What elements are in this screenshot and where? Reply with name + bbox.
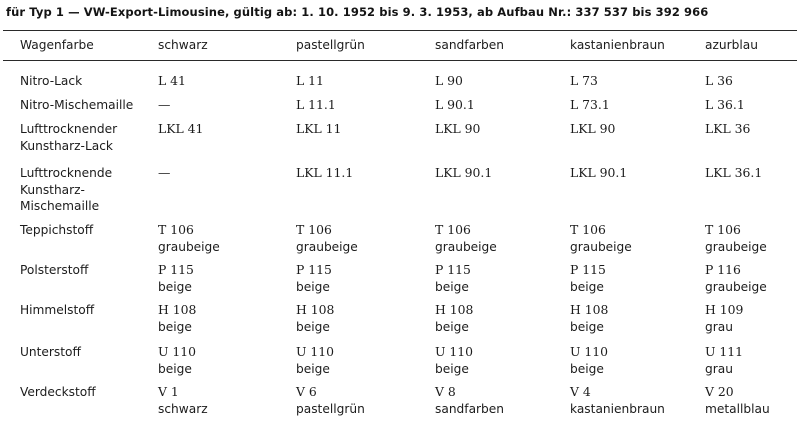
- row-label-line: Kunstharz-: [20, 182, 85, 197]
- cell-code: L 36: [705, 73, 733, 88]
- table-cell: [570, 262, 606, 295]
- cell-code: H 108: [570, 302, 609, 317]
- cell-code: H 108: [435, 302, 474, 317]
- header-color-sandfarben: sandfarben: [435, 38, 505, 52]
- cell-description: graubeige: [705, 279, 767, 294]
- table-cell: [570, 302, 608, 335]
- row-label-lufttrocknender-kunstharz-lack: [20, 121, 117, 154]
- cell-code: L 90.1: [435, 97, 475, 112]
- row-label-teppichstoff: [20, 222, 93, 239]
- cell-code: U 111: [705, 344, 744, 359]
- cell-description: sandfarben: [435, 401, 505, 416]
- table-cell: [296, 384, 365, 417]
- table-cell: [705, 302, 743, 335]
- cell-code: P 115: [570, 262, 606, 277]
- cell-description: beige: [158, 361, 192, 376]
- cell-description: grau: [705, 361, 733, 376]
- table-cell: [158, 262, 194, 295]
- header-color-schwarz: schwarz: [158, 38, 208, 52]
- table-cell: [435, 97, 475, 114]
- header-label-wagenfarbe: Wagenfarbe: [20, 38, 94, 52]
- table-cell: [296, 97, 336, 114]
- cell-code: LKL 11.1: [296, 165, 354, 180]
- table-cell: [158, 222, 220, 255]
- table-cell: [570, 165, 627, 182]
- cell-code: —: [158, 97, 171, 112]
- table-cell: [435, 222, 497, 255]
- cell-description: beige: [570, 279, 604, 294]
- cell-code: V 20: [705, 384, 734, 399]
- table-cell: [705, 97, 745, 114]
- cell-code: P 115: [158, 262, 194, 277]
- table-cell: [158, 165, 170, 182]
- table-cell: [570, 73, 598, 90]
- cell-description: beige: [570, 361, 604, 376]
- table-cell: [296, 302, 334, 335]
- table-cell: [158, 73, 186, 90]
- table-cell: [296, 344, 334, 377]
- cell-code: L 11.1: [296, 97, 336, 112]
- cell-code: T 106: [570, 222, 606, 237]
- cell-description: beige: [296, 361, 330, 376]
- cell-code: H 108: [158, 302, 197, 317]
- row-label-polsterstoff: [20, 262, 88, 279]
- table-cell: [435, 121, 480, 138]
- cell-code: LKL 41: [158, 121, 204, 136]
- cell-code: T 106: [705, 222, 741, 237]
- cell-description: pastellgrün: [296, 401, 365, 416]
- cell-code: L 73: [570, 73, 598, 88]
- cell-code: L 73.1: [570, 97, 610, 112]
- header-color-kastanienbraun: kastanienbraun: [570, 38, 665, 52]
- cell-code: P 115: [435, 262, 471, 277]
- cell-code: LKL 90.1: [435, 165, 493, 180]
- cell-code: L 90: [435, 73, 463, 88]
- cell-code: LKL 11: [296, 121, 342, 136]
- page-title: für Typ 1 — VW-Export-Limousine, gültig ab: 1. 10. 1952 bis 9. 3. 1953, ab Aufbau Nr.: 337 537 bis 392 966: [6, 5, 709, 19]
- header-color-azurblau: azurblau: [705, 38, 758, 52]
- table-cell: [158, 384, 208, 417]
- table-cell: [570, 222, 632, 255]
- row-label-lufttrocknende-kunstharz-mischemaille: [20, 165, 112, 215]
- cell-description: graubeige: [705, 239, 767, 254]
- row-label-line: Nitro-Lack: [20, 74, 83, 88]
- cell-code: LKL 36: [705, 121, 751, 136]
- cell-description: metallblau: [705, 401, 770, 416]
- table-cell: [705, 384, 770, 417]
- row-label-line: Polsterstoff: [20, 263, 89, 277]
- row-label-line: Teppichstoff: [20, 223, 94, 237]
- cell-code: LKL 36.1: [705, 165, 763, 180]
- cell-description: schwarz: [158, 401, 208, 416]
- row-label-line: Himmelstoff: [20, 303, 95, 317]
- header-bottom-rule: [3, 60, 797, 61]
- cell-description: graubeige: [296, 239, 358, 254]
- cell-code: V 1: [158, 384, 179, 399]
- cell-code: U 110: [158, 344, 197, 359]
- table-cell: [705, 73, 733, 90]
- cell-description: beige: [570, 319, 604, 334]
- cell-code: L 36.1: [705, 97, 745, 112]
- cell-description: beige: [296, 279, 330, 294]
- table-cell: [296, 165, 353, 182]
- table-cell: [570, 97, 610, 114]
- cell-code: P 116: [705, 262, 741, 277]
- table-cell: [296, 73, 324, 90]
- table-cell: [435, 165, 492, 182]
- row-label-line: Lufttrocknende: [20, 166, 113, 180]
- row-label-line: Lufttrocknender: [20, 122, 118, 136]
- cell-code: LKL 90.1: [570, 165, 628, 180]
- cell-code: L 41: [158, 73, 186, 88]
- row-label-line: Unterstoff: [20, 345, 81, 359]
- cell-code: T 106: [435, 222, 471, 237]
- row-label-unterstoff: [20, 344, 81, 361]
- cell-description: kastanienbraun: [570, 401, 665, 416]
- cell-code: V 8: [435, 384, 456, 399]
- cell-code: U 110: [296, 344, 335, 359]
- table-cell: [435, 302, 473, 335]
- cell-code: H 108: [296, 302, 335, 317]
- cell-code: H 109: [705, 302, 744, 317]
- cell-description: graubeige: [435, 239, 497, 254]
- row-label-nitro-lack: [20, 73, 82, 90]
- cell-description: beige: [435, 319, 469, 334]
- table-cell: [296, 262, 332, 295]
- row-label-verdeckstoff: [20, 384, 96, 401]
- cell-code: U 110: [435, 344, 474, 359]
- table-cell: [435, 262, 471, 295]
- table-cell: [158, 121, 203, 138]
- table-cell: [435, 384, 504, 417]
- cell-code: T 106: [158, 222, 194, 237]
- cell-code: LKL 90: [570, 121, 616, 136]
- cell-code: LKL 90: [435, 121, 481, 136]
- table-cell: [705, 165, 762, 182]
- table-cell: [705, 121, 750, 138]
- cell-description: graubeige: [158, 239, 220, 254]
- row-label-himmelstoff: [20, 302, 94, 319]
- row-label-line: Nitro-Mischemaille: [20, 98, 134, 112]
- table-cell: [296, 121, 341, 138]
- table-cell: [705, 222, 767, 255]
- table-cell: [570, 384, 665, 417]
- cell-description: beige: [158, 279, 192, 294]
- table-cell: [705, 344, 743, 377]
- cell-code: U 110: [570, 344, 609, 359]
- cell-code: V 4: [570, 384, 591, 399]
- table-cell: [158, 97, 170, 114]
- cell-code: P 115: [296, 262, 332, 277]
- table-cell: [705, 262, 767, 295]
- row-label-nitro-mischemaille: [20, 97, 133, 114]
- row-label-line: Kunstharz-Lack: [20, 138, 113, 153]
- table-cell: [296, 222, 358, 255]
- row-label-line: Verdeckstoff: [20, 385, 96, 399]
- table-cell: [570, 121, 615, 138]
- cell-code: —: [158, 165, 171, 180]
- cell-description: beige: [296, 319, 330, 334]
- cell-description: beige: [435, 361, 469, 376]
- cell-description: beige: [158, 319, 192, 334]
- cell-description: graubeige: [570, 239, 632, 254]
- table-cell: [158, 302, 196, 335]
- header-top-rule: [3, 30, 797, 31]
- row-label-line: Mischemaille: [20, 199, 100, 213]
- header-color-pastellgruen: pastellgrün: [296, 38, 365, 52]
- table-cell: [158, 344, 196, 377]
- cell-code: L 11: [296, 73, 324, 88]
- cell-code: V 6: [296, 384, 317, 399]
- table-cell: [570, 344, 608, 377]
- table-cell: [435, 344, 473, 377]
- table-cell: [435, 73, 463, 90]
- cell-description: beige: [435, 279, 469, 294]
- cell-code: T 106: [296, 222, 332, 237]
- cell-description: grau: [705, 319, 733, 334]
